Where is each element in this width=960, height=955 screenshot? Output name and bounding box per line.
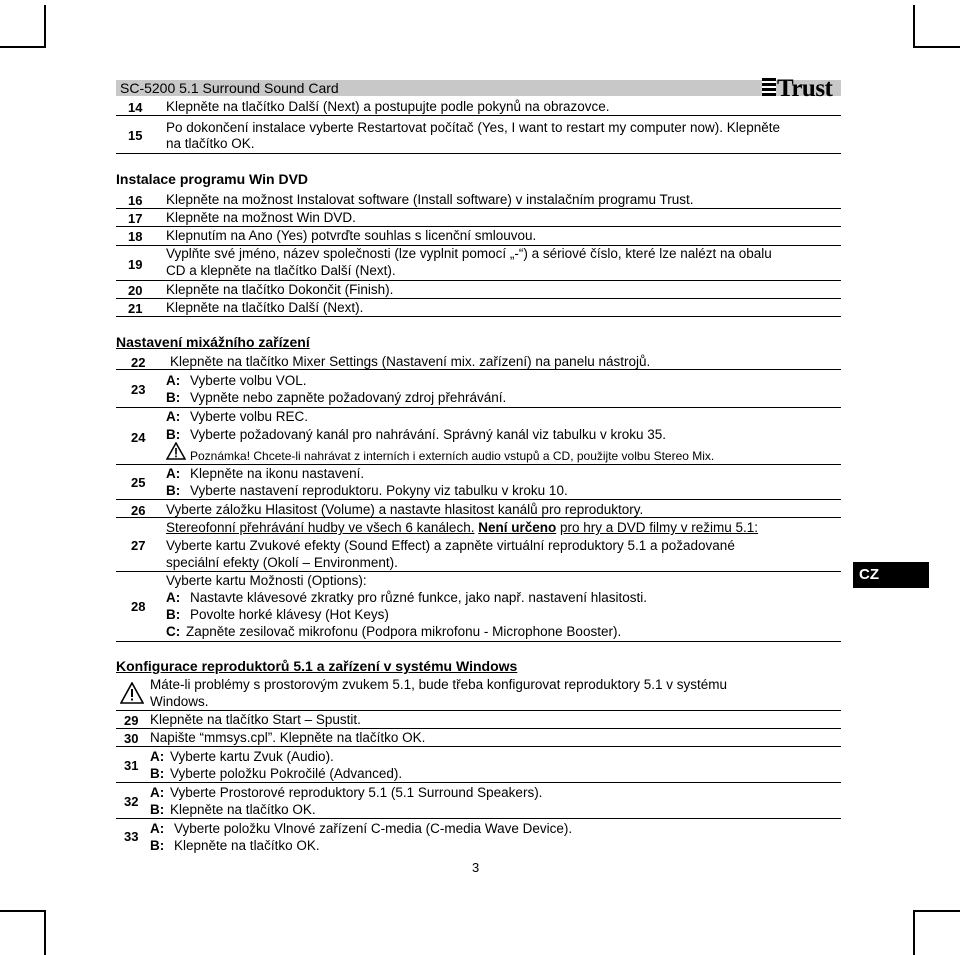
crop-mark: [913, 46, 960, 48]
step-number: 22: [131, 355, 146, 370]
step-text: Stereofonní přehrávání hudby ve všech 6 kanálech. Není určeno pro hry a DVD filmy v režimu 5.1:: [166, 520, 759, 535]
warning-icon: [120, 682, 144, 704]
step-text: Vyberte volbu REC.: [190, 409, 309, 424]
option-label: A:: [150, 749, 165, 764]
step-text: Vyberte položku Pokročilé (Advanced).: [170, 766, 403, 781]
step-text: Vyberte kartu Zvuk (Audio).: [170, 749, 334, 764]
crop-mark: [913, 5, 915, 48]
step-number: 19: [128, 257, 143, 272]
option-label: C:: [166, 624, 181, 639]
page-number: 3: [472, 860, 480, 875]
option-label: A:: [166, 466, 181, 481]
step-text: Napište “mmsys.cpl”. Klepněte na tlačítko OK.: [150, 730, 426, 745]
crop-mark: [0, 46, 46, 48]
step-text: Po dokončení instalace vyberte Restartovat počítač (Yes, I want to restart my computer now). Klepněte: [166, 120, 781, 135]
step-text: Vyberte záložku Hlasitost (Volume) a nastavte hlasitost kanálů pro reproduktory.: [166, 502, 644, 517]
step-number: 23: [131, 382, 146, 397]
step-number: 25: [131, 475, 146, 490]
step-text: Klepnutím na Ano (Yes) potvrďte souhlas s licenční smlouvou.: [166, 228, 537, 243]
section-heading: Nastavení mixážního zařízení: [116, 334, 310, 350]
step-text: CD a klepněte na tlačítko Další (Next).: [166, 263, 396, 278]
option-label: A:: [166, 409, 181, 424]
step-text: Zapněte zesilovač mikrofonu (Podpora mikrofonu - Microphone Booster).: [186, 624, 622, 639]
step-number: 29: [124, 713, 139, 728]
step-text: Klepněte na tlačítko Další (Next) a postupujte podle pokynů na obrazovce.: [166, 99, 610, 114]
step-text: na tlačítko OK.: [166, 136, 255, 151]
crop-mark: [44, 910, 46, 955]
step-text: Vyberte kartu Zvukové efekty (Sound Effect) a zapněte virtuální reproduktory 5.1 a požadované: [166, 538, 735, 553]
step-text: Klepněte na ikonu nastavení.: [190, 466, 365, 481]
option-label: B:: [166, 390, 181, 405]
step-text: Klepněte na tlačítko Dokončit (Finish).: [166, 282, 394, 297]
step-text: Klepněte na tlačítko Mixer Settings (Nastavení mix. zařízení) na panelu nástrojů.: [170, 354, 651, 369]
crop-mark: [913, 910, 960, 912]
step-text: Klepněte na možnost Win DVD.: [166, 210, 356, 225]
step-text: speciální efekty (Okolí – Environment).: [166, 555, 398, 570]
step-text: Vyberte požadovaný kanál pro nahrávání. Správný kanál viz tabulku v kroku 35.: [190, 427, 667, 442]
option-label: B:: [150, 766, 165, 781]
step-text: Klepněte na tlačítko Start – Spustit.: [150, 712, 361, 727]
step-text: Nastavte klávesové zkratky pro různé funkce, jako např. nastavení hlasitosti.: [190, 590, 647, 605]
step-text: Vypněte nebo zapněte požadovaný zdroj přehrávání.: [190, 390, 507, 405]
language-tab: CZ: [853, 562, 929, 588]
step-number: 33: [124, 829, 139, 844]
step-text: Vyberte Prostorové reproduktory 5.1 (5.1 Surround Speakers).: [170, 785, 543, 800]
step-number: 20: [128, 283, 143, 298]
step-number: 17: [128, 211, 143, 226]
option-label: A:: [150, 785, 165, 800]
step-text: Vyberte volbu VOL.: [190, 373, 307, 388]
option-label: B:: [166, 483, 181, 498]
option-label: B:: [150, 838, 165, 853]
step-text: Povolte horké klávesy (Hot Keys): [190, 607, 389, 622]
step-number: 15: [128, 128, 143, 143]
step-number: 16: [128, 193, 143, 208]
step-number: 28: [131, 599, 146, 614]
option-label: A:: [150, 821, 165, 836]
step-number: 31: [124, 758, 139, 773]
warning-text: Máte-li problémy s prostorovým zvukem 5.1, bude třeba konfigurovat reproduktory 5.1 v systému: [150, 677, 727, 692]
step-number: 24: [131, 430, 146, 445]
step-text: Klepněte na možnost Instalovat software (Install software) v instalačním programu Trust.: [166, 192, 694, 207]
step-text: Klepněte na tlačítko OK.: [174, 838, 320, 853]
section-heading: Instalace programu Win DVD: [116, 171, 309, 187]
option-label: A:: [166, 373, 181, 388]
header-bar: [116, 80, 841, 96]
warning-icon: [166, 442, 186, 460]
section-heading: Konfigurace reproduktorů 5.1 a zařízení v systému Windows: [116, 658, 518, 674]
step-text: Vyberte kartu Možnosti (Options):: [166, 573, 367, 588]
document-title: SC-5200 5.1 Surround Sound Card: [120, 80, 339, 96]
option-label: B:: [150, 802, 165, 817]
step-text: Vyplňte své jméno, název společnosti (lze vyplnit pomocí „-“) a sériové číslo, které lze nalézt na obalu: [166, 246, 772, 261]
step-number: 26: [131, 503, 146, 518]
trust-logo: Trust: [762, 76, 832, 102]
option-label: A:: [166, 590, 181, 605]
step-number: 30: [124, 731, 139, 746]
warning-text: Windows.: [150, 694, 209, 709]
crop-mark: [0, 910, 46, 912]
step-text: Klepněte na tlačítko OK.: [170, 802, 316, 817]
step-text: Klepněte na tlačítko Další (Next).: [166, 300, 364, 315]
step-number: 27: [131, 538, 146, 553]
step-text: Vyberte položku Vlnové zařízení C-media (C-media Wave Device).: [174, 821, 573, 836]
logo-stripes-icon: [762, 78, 776, 98]
option-label: B:: [166, 427, 181, 442]
step-number: 21: [128, 301, 143, 316]
step-number: 18: [128, 229, 143, 244]
option-label: B:: [166, 607, 181, 622]
step-number: 14: [128, 100, 143, 115]
note-text: Poznámka! Chcete-li nahrávat z interních i externích audio vstupů a CD, použijte volbu Stereo Mix.: [190, 449, 715, 463]
step-number: 32: [124, 794, 139, 809]
crop-mark: [913, 910, 915, 955]
crop-mark: [44, 5, 46, 48]
step-text: Vyberte nastavení reproduktoru. Pokyny viz tabulku v kroku 10.: [190, 483, 568, 498]
